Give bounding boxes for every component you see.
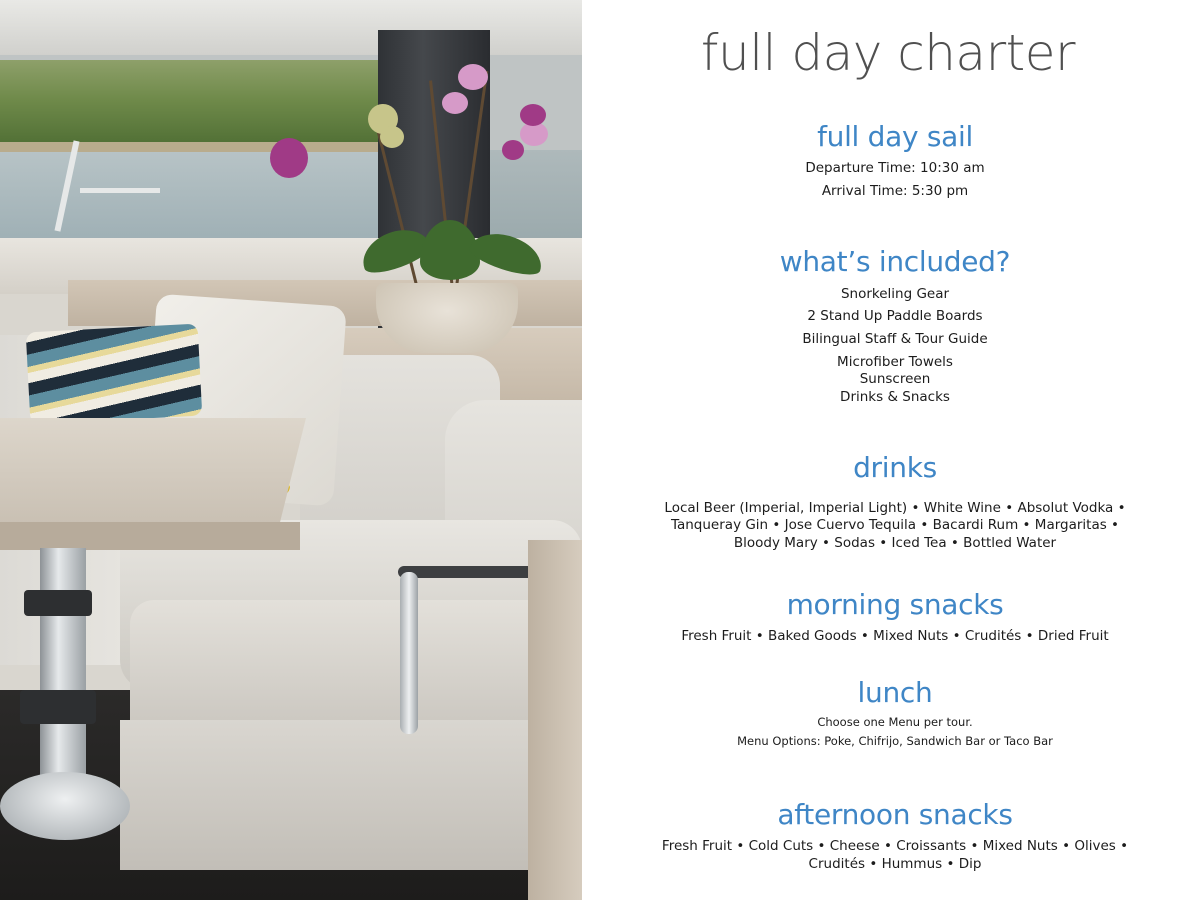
charter-details [582,0,1200,900]
section-title-drinks: drinks [853,451,937,484]
arrival-time: Arrival Time: 5:30 pm [821,183,969,199]
drinks-line: Local Beer (Imperial, Imperial Light) • White Wine • Absolut Vodka • [664,500,1126,516]
lunch-options: Menu Options: Poke, Chifrijo, Sandwich Bar or Taco Bar [737,734,1053,748]
morning-snacks-line: Fresh Fruit • Baked Goods • Mixed Nuts • Crudités • Dried Fruit [681,628,1109,644]
included-item: Microfiber Towels [837,354,953,370]
included-item: Drinks & Snacks [840,389,950,405]
section-title-afternoon-snacks: afternoon snacks [777,798,1013,831]
departure-time: Departure Time: 10:30 am [805,160,985,176]
section-title-included: what’s included? [779,245,1011,278]
afternoon-snacks-line: Fresh Fruit • Cold Cuts • Cheese • Croissants • Mixed Nuts • Olives • [661,838,1129,854]
drinks-line: Bloody Mary • Sodas • Iced Tea • Bottled Water [733,535,1057,551]
drinks-line: Tanqueray Gin • Jose Cuervo Tequila • Bacardi Rum • Margaritas • [670,517,1120,533]
afternoon-snacks-line: Crudités • Hummus • Dip [808,856,982,872]
included-item: Sunscreen [859,371,931,387]
lunch-note: Choose one Menu per tour. [817,715,973,729]
section-title-morning-snacks: morning snacks [786,588,1004,621]
page-title: full day charter [700,24,1076,82]
included-item: 2 Stand Up Paddle Boards [807,308,983,324]
included-item: Snorkeling Gear [840,286,950,302]
section-title-lunch: lunch [857,676,933,709]
included-item: Bilingual Staff & Tour Guide [802,331,988,347]
yacht-salon-photo [0,0,582,900]
section-title-sail: full day sail [817,120,973,153]
